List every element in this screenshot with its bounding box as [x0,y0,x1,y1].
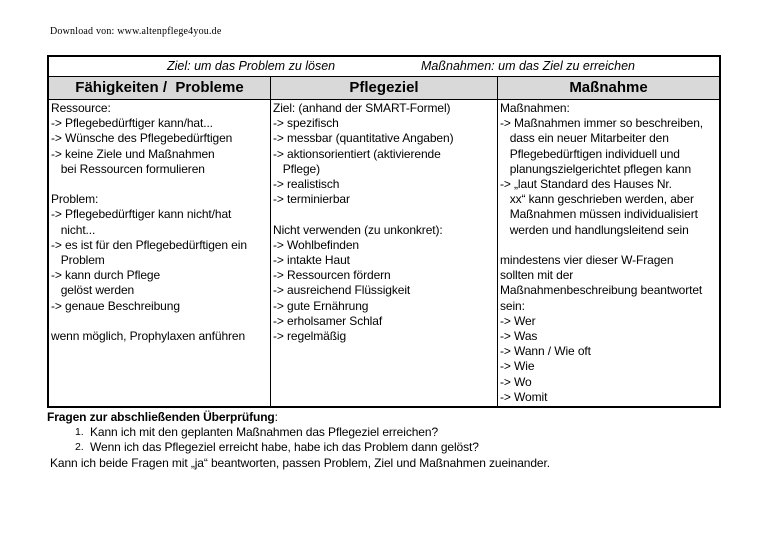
cell-text-line: -> Wann / Wie oft [500,344,591,359]
review-question-text: Kann ich mit den geplanten Maßnahmen das Pflegeziel erreichen? [90,425,439,440]
cell-text-line: -> Maßnahmen immer so beschreiben, [500,116,704,131]
cell-text-line: -> aktionsorientiert (aktivierende [273,146,441,161]
cell-text-line: -> genaue Beschreibung [51,298,180,313]
cell-faehigkeiten-probleme [49,100,270,406]
cell-pflegeziel [270,100,497,406]
cell-text-line: xx“ kann geschrieben werden, aber [500,192,694,207]
cell-text-line [500,238,718,253]
cell-text-line: -> messbar (quantitative Angaben) [273,131,454,146]
table-body-row [49,100,719,406]
cell-text-line: -> terminierbar [273,192,350,207]
review-questions-title [47,410,737,425]
cell-text-line: mindestens vier dieser W-Fragen [500,253,674,268]
cell-text-line: gelöst werden [51,283,135,298]
cell-text-line: Ziel: (anhand der SMART-Formel) [273,101,451,115]
cell-text-line: -> regelmäßig [273,329,347,344]
subtitle-massnahmen: Maßnahmen: um das Ziel zu erreichen [421,59,635,73]
cell-text-line: -> es ist für den Pflegebedürftigen ein [51,237,247,252]
cell-text-line: Maßnahmen müssen individualisiert [500,207,698,222]
cell-text-line: -> Wohlbefinden [273,237,360,252]
cell-text-line: -> realistisch [273,177,340,192]
table-subtitle-row [49,57,719,77]
column-header-massnahme: Maßnahme [497,77,719,99]
subtitle-ziel: Ziel: um das Problem zu lösen [167,59,336,73]
table-header-row [49,77,719,100]
cell-text-line: Maßnahmenbeschreibung beantwortet [500,283,703,298]
cell-text-line: dass ein neuer Mitarbeiter den [500,131,669,146]
cell-text-line: sein: [500,298,525,313]
cell-text-line: -> Pflegebedürftiger kann/hat... [51,116,213,131]
review-conclusion: Kann ich beide Fragen mit „ja“ beantworten, passen Problem, Ziel und Maßnahmen zueinander. [50,455,550,470]
cell-text-line: Ressource: [51,101,111,115]
cell-text-line: nicht... [51,222,96,237]
cell-text-line: Problem [51,253,105,268]
cell-text-line: -> Womit [500,389,548,404]
cell-text-line: Maßnahmen: [500,101,570,115]
review-questions-title-text: Fragen zur abschließenden Überprüfung [47,410,275,424]
column-header-pflegeziel: Pflegeziel [270,77,497,99]
review-questions-section [47,410,737,471]
cell-text-line: -> ausreichend Flüssigkeit [273,283,411,298]
review-question-item [75,425,737,440]
download-note: Download von: www.altenpflege4you.de [50,26,222,37]
review-question-item [75,440,737,455]
cell-text-line: -> Was [500,329,538,344]
cell-text-line [51,314,269,329]
cell-text-line: wenn möglich, Prophylaxen anführen [51,329,246,344]
cell-text-line: -> Pflegebedürftiger kann nicht/hat [51,207,232,222]
review-question-number: 1. [75,426,84,439]
review-questions-title-colon: : [274,410,278,424]
cell-text-line: -> Ressourcen fördern [273,268,391,283]
review-question-text: Wenn ich das Pflegeziel erreicht habe, habe ich das Problem dann gelöst? [90,440,479,455]
cell-text-line: -> intakte Haut [273,253,350,268]
cell-text-line: -> kann durch Pflege [51,268,161,283]
cell-text-line: Nicht verwenden (zu unkonkret): [273,222,443,237]
column-header-faehigkeiten-probleme: Fähigkeiten / Probleme [75,79,244,96]
cell-text-line: -> Wünsche des Pflegebedürftigen [51,131,233,146]
cell-text-line: Problem: [51,192,99,207]
cell-text-line: -> keine Ziele und Maßnahmen [51,146,215,161]
review-question-number: 2. [75,441,84,454]
cell-text-line: sollten mit der [500,268,574,283]
cell-text-line: -> „laut Standard des Hauses Nr. [500,177,672,192]
cell-text-line: -> Wer [500,313,536,328]
cell-text-line: Pflegebedürftigen individuell und [500,146,680,161]
care-plan-table [47,55,721,408]
cell-text-line: bei Ressourcen formulieren [51,161,205,176]
cell-text-line: -> Wo [500,374,532,389]
cell-text-line: -> Wie [500,359,535,374]
cell-text-line: -> spezifisch [273,116,339,131]
cell-text-line [273,207,496,222]
cell-text-line: werden und handlungsleitend sein [500,222,689,237]
cell-text-line: -> erholsamer Schlaf [273,313,383,328]
cell-text-line: planungszielgerichtet pflegen kann [500,161,692,176]
cell-massnahme [497,100,719,406]
cell-text-line: -> gute Ernährung [273,298,369,313]
cell-text-line [51,177,269,192]
cell-text-line: Pflege) [273,161,321,176]
